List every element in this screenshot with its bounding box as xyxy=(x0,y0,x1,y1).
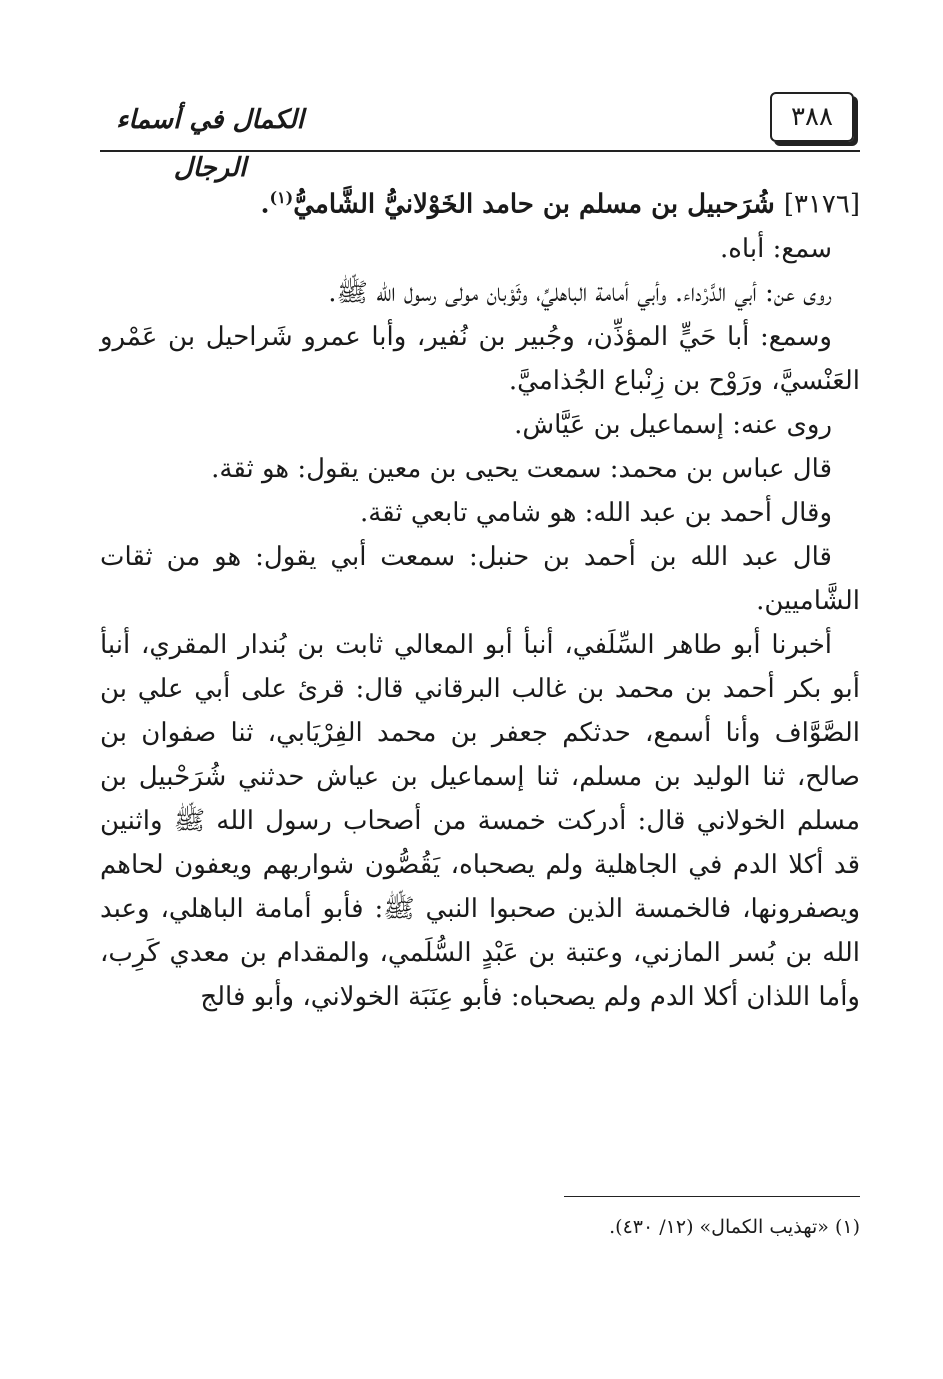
page-number-text: ٣٨٨ xyxy=(791,102,833,132)
body-text xyxy=(100,176,860,1019)
paragraph-narrated-from: روى عن: أبي الدَّرْداء. وأبي أمامة الباهليِّ، وثَوْبان مولى رسول الله ﷺ. xyxy=(328,277,832,308)
footnote-rule xyxy=(564,1196,860,1197)
footnote-marker: (١) xyxy=(269,188,294,207)
paragraph-ahmad-statement: وقال أحمد بن عبد الله: هو شامي تابعي ثقة. xyxy=(359,497,832,528)
entry-name: شُرَحبيل بن مسلم بن حامد الخَوْلانيُّ الشَّاميُّ xyxy=(293,189,775,220)
header-rule xyxy=(100,150,860,152)
entry-number: [٣١٧٦] xyxy=(783,189,860,220)
footnote: (١) «تهذيب الكمال» (١٢/ ٤٣٠). xyxy=(609,1216,860,1238)
paragraph-abbas-statement: قال عباس بن محمد: سمعت يحيى بن معين يقول: هو ثقة. xyxy=(211,453,832,484)
paragraph-abdullah-statement: قال عبد الله بن أحمد بن حنبل: سمعت أبي يقول: هو من ثقات الشَّاميين. xyxy=(100,541,860,616)
paragraph-isnad: أخبرنا أبو طاهر السِّلَفي، أنبأ أبو المعالي ثابت بن بُندار المقري، أنبأ أبو بكر أحمد بن محمد بن غالب البرقاني قال: قرئ على أبي علي بن الصَّوَّاف وأنا أسمع، حدثكم جعفر بن محمد الفِرْيَابي، ثنا صفوان بن صالح، ثنا الوليد بن مسلم، ثنا إسماعيل بن عياش حدثني شُرَحْبيل بن مسلم الخولاني قال: أدركت خمسة من أصحاب رسول الله ﷺ واثنين قد أكلا الدم في الجاهلية ولم يصحباه، يَقُصُّون شواربهم ويعفون لحاهم ويصفرونها، فالخمسة الذين صحبوا النبي ﷺ: فأبو أمامة الباهلي، وعبد الله بن بُسر المازني، وعتبة بن عَبْدٍ السُّلَمي، والمقدام بن معدي كَرِب، وأما اللذان أكلا الدم ولم يصحباه: فأبو عِنَبَة الخولاني، وأبو فالج xyxy=(100,629,860,1012)
entry-title xyxy=(100,176,860,227)
running-title: الكمال في أسماء الرجال xyxy=(116,105,304,183)
paragraph-narrated-by: روى عنه: إسماعيل بن عَيَّاش. xyxy=(514,409,832,440)
paragraph-heard-from: سمع: أباه. xyxy=(720,233,832,264)
entry-end-mark: . xyxy=(260,189,270,220)
paragraph-also-heard: وسمع: أبا حَيٍّ المؤذِّن، وجُبير بن نُفير، وأبا عمرو شَراحيل بن عَمْرو العَنْسيَّ، ورَوْح بن زِنْباع الجُذاميَّ. xyxy=(100,321,860,396)
page-number xyxy=(770,92,854,142)
